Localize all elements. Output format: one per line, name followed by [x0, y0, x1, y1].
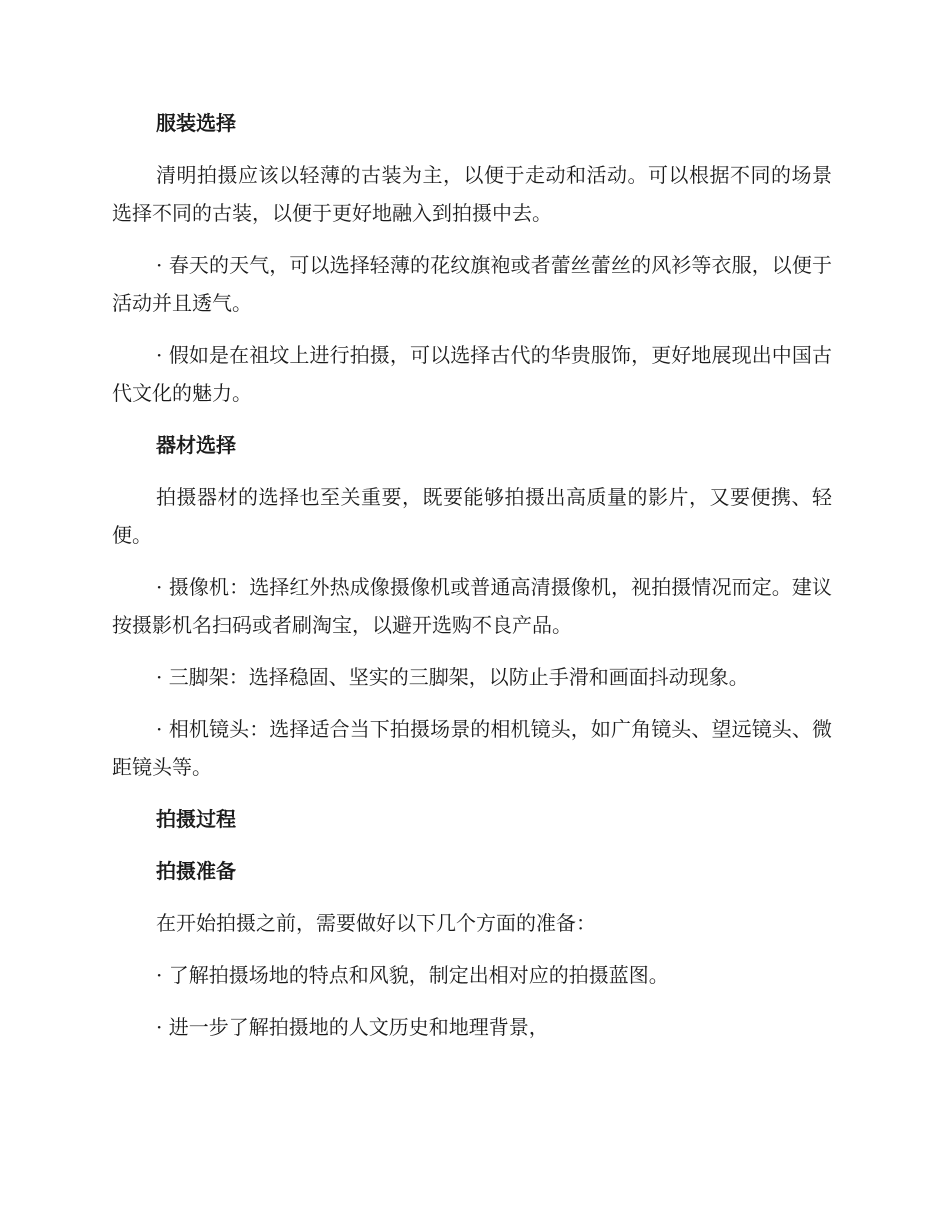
document-body: [112, 104, 832, 1060]
paragraph: 在开始拍摄之前，需要做好以下几个方面的准备：: [156, 911, 596, 935]
section-clothing: [112, 104, 832, 412]
bullet-item: · 春天的天气，可以选择轻薄的花纹旗袍或者蕾丝蕾丝的风衫等衣服，以便于活动并且透气。: [112, 253, 832, 315]
paragraph: 清明拍摄应该以轻薄的古装为主，以便于走动和活动。可以根据不同的场景选择不同的古装，以便于更好地融入到拍摄中去。: [112, 163, 832, 225]
paragraph: 拍摄器材的选择也至关重要，既要能够拍摄出高质量的影片，又要便携、轻便。: [112, 485, 832, 547]
section-shooting-preparation: [112, 852, 832, 1046]
bullet-item: · 进一步了解拍摄地的人文历史和地理背景，: [156, 1015, 549, 1039]
section-heading: 拍摄过程: [156, 807, 236, 831]
bullet-item: · 假如是在祖坟上进行拍摄，可以选择古代的华贵服饰，更好地展现出中国古代文化的魅力。: [112, 343, 832, 405]
bullet-item: · 了解拍摄场地的特点和风貌，制定出相对应的拍摄蓝图。: [156, 963, 669, 987]
section-shooting-process: [112, 800, 832, 838]
bullet-item: · 相机镜头：选择适合当下拍摄场景的相机镜头，如广角镜头、望远镜头、微距镜头等。: [112, 717, 832, 779]
section-heading: 服装选择: [156, 111, 236, 135]
section-equipment: [112, 426, 832, 786]
section-heading: 器材选择: [156, 433, 236, 457]
bullet-item: · 三脚架：选择稳固、坚实的三脚架，以防止手滑和画面抖动现象。: [156, 665, 749, 689]
section-heading: 拍摄准备: [156, 859, 236, 883]
bullet-item: · 摄像机：选择红外热成像摄像机或普通高清摄像机，视拍摄情况而定。建议按摄影机名扫码或者刷淘宝，以避开选购不良产品。: [112, 575, 832, 637]
